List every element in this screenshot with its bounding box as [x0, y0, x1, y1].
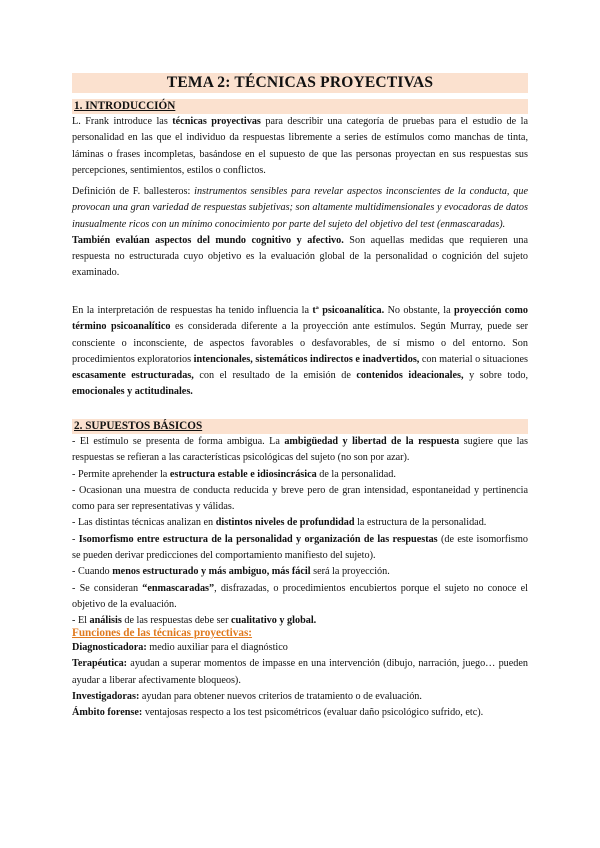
- text: ayudan a superar momentos de impasse en una intervención (dibujo, narración, juego… pueden ayudar a liberar afectivamente bloqueos).: [72, 658, 528, 686]
- intro-definition: [72, 184, 528, 282]
- intro-paragraph-4: [72, 303, 528, 401]
- list-item: [72, 689, 528, 705]
- text: - El: [72, 615, 90, 627]
- list-item: [72, 532, 528, 565]
- text: Son aquellas medidas que requieren una respuesta no estructurada cuyo objetivo es la evaluación global de la personalidad o cognición del sujeto examinado.: [72, 234, 528, 279]
- section-1-banner: [72, 99, 528, 114]
- list-item: [72, 515, 528, 531]
- emphasis: Ámbito forense:: [72, 707, 143, 719]
- text: y sobre todo,: [463, 370, 528, 382]
- emphasis: estructura estable e idiosincrásica: [169, 468, 317, 480]
- list-item: [72, 656, 528, 689]
- section-1-heading: 1. INTRODUCCIÓN: [74, 100, 176, 112]
- section-2-heading: 2. SUPUESTOS BÁSICOS: [74, 420, 203, 432]
- text: de la personalidad.: [316, 468, 396, 480]
- list-item: [72, 467, 528, 483]
- supuestos-list: [72, 434, 528, 630]
- emphasis: Investigadoras:: [72, 690, 140, 702]
- text: -: [72, 533, 79, 545]
- emphasis: técnicas proyectivas: [172, 116, 261, 127]
- text: , disfrazadas, o procedimientos encubiertos porque el sujeto no conoce el objetivo de la evaluación.: [72, 582, 528, 610]
- text: la estructura de la personalidad.: [354, 517, 487, 529]
- definition-text: instrumentos sensibles para revelar aspectos inconscientes de la conducta, que provocan una gran variedad de respuestas subjetivas; son altamente multidimensionales y evocadoras de datos inusualmente ricos con un mínimo conocimiento por parte del sujeto del objetivo del test (enmascaradas).: [72, 186, 528, 230]
- text: - Las distintas técnicas analizan en: [72, 517, 216, 529]
- text: - Cuando: [72, 566, 113, 578]
- text: será la proyección.: [310, 566, 390, 578]
- emphasis: Diagnosticadora:: [72, 642, 147, 653]
- text: es considerada diferente a la proyección ante estímulos. Según Murray, puede ser consciente o inconsciente, de aspectos favorables o desfavorables, de sí mismo o del entorno. Son procedimientos exploratorios: [72, 321, 528, 365]
- text: - Se consideran: [72, 582, 143, 594]
- text: (de este isomorfismo se pueden derivar predicciones del comportamiento manifiesto del sujeto).: [72, 533, 528, 562]
- emphasis: contenidos ideacionales,: [356, 370, 464, 382]
- emphasis: análisis: [89, 615, 122, 627]
- list-item: [72, 640, 528, 656]
- emphasis: emocionales y actitudinales.: [72, 386, 193, 398]
- text: sugiere que las respuestas se refieran a las características psicológicas del sujeto (no son por azar).: [72, 436, 528, 464]
- emphasis: menos estructurado y más ambiguo, más fácil: [112, 566, 311, 578]
- text: con el resultado de la emisión de: [193, 370, 357, 382]
- emphasis: Terapéutica:: [72, 658, 128, 670]
- text: con material o situaciones: [419, 353, 528, 365]
- text: L. Frank introduce las: [72, 116, 173, 127]
- emphasis: proyección como término psicoanalítico: [72, 305, 528, 333]
- emphasis: ambigüedad y libertad de la respuesta: [284, 436, 460, 447]
- text: No obstante, la: [384, 305, 455, 316]
- page-title: TEMA 2: TÉCNICAS PROYECTIVAS: [166, 74, 434, 91]
- emphasis: distintos niveles de profundidad: [215, 517, 355, 529]
- list-item: [72, 581, 528, 614]
- text: de las respuestas debe ser: [121, 615, 232, 627]
- text: medio auxiliar para el diagnóstico: [146, 642, 288, 653]
- list-item: [72, 434, 528, 467]
- emphasis: “enmascaradas”: [142, 582, 215, 594]
- emphasis: escasamente estructuradas,: [72, 370, 194, 382]
- list-item: [72, 564, 528, 580]
- emphasis: cualitativo y global.: [231, 615, 317, 627]
- text: Definición de F. ballesteros:: [72, 186, 195, 197]
- funciones-list: [72, 640, 528, 721]
- list-item: [72, 483, 528, 516]
- text: - El estímulo se presenta de forma ambigua. La: [72, 436, 285, 447]
- text: ventajosas respecto a los test psicométricos (evaluar daño psicológico sufrido, etc).: [142, 707, 484, 719]
- text: - Ocasionan una muestra de conducta reducida y breve pero de gran intensidad, espontaneidad y pertinencia como para ser representativas y válidas.: [72, 484, 528, 513]
- text: - Permite aprehender la: [72, 468, 170, 480]
- text: ayudan para obtener nuevos criterios de tratamiento o de evaluación.: [139, 690, 422, 702]
- section-2-banner: [72, 419, 528, 434]
- text: para describir una categoría de pruebas para el estudio de la personalidad en las que el individuo da respuestas libremente a series de estímulos como manchas de tinta, láminas o frases incompletas, basándose en el supuesto de que las personas proyectan en sus respuestas sus percepciones, sentimientos, estilos o conflictos.: [72, 116, 528, 176]
- emphasis: tª psicoanalítica.: [312, 305, 385, 316]
- funciones-heading: Funciones de las técnicas proyectivas:: [72, 627, 253, 639]
- list-item: [72, 705, 528, 721]
- title-banner: [72, 73, 528, 93]
- emphasis: Isomorfismo entre estructura de la personalidad y organización de las respuestas: [78, 533, 438, 545]
- text: En la interpretación de respuestas ha tenido influencia la: [72, 305, 313, 316]
- intro-paragraph-1: [72, 114, 528, 179]
- emphasis: También evalúan aspectos del mundo cognitivo y afectivo.: [72, 234, 344, 246]
- emphasis: intencionales, sistemáticos indirectos e inadvertidos,: [193, 353, 420, 365]
